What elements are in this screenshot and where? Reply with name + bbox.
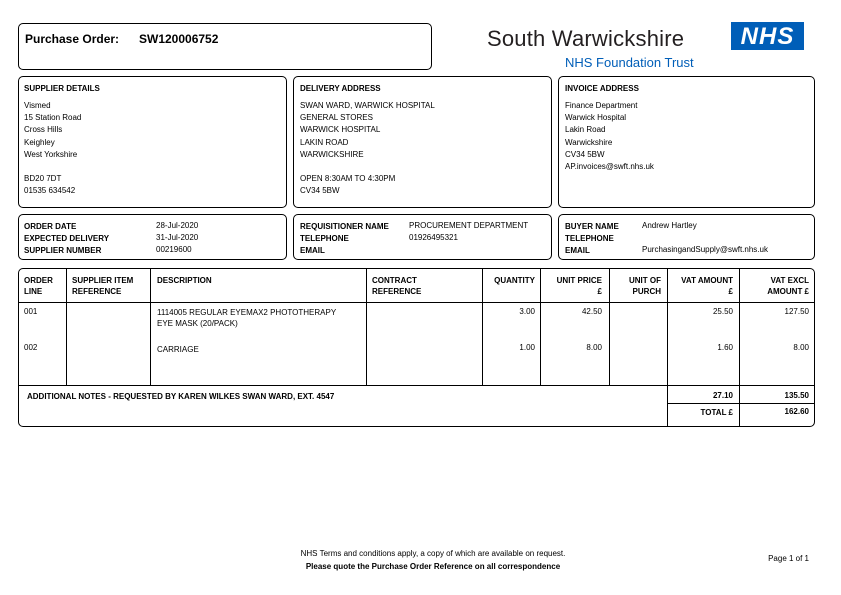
delivery-line: GENERAL STORES <box>300 113 373 123</box>
invoice-line: AP.invoices@swft.nhs.uk <box>565 162 654 172</box>
supplier-details-box <box>18 76 287 208</box>
supplier-line: Cross Hills <box>24 125 63 135</box>
delivery-heading: DELIVERY ADDRESS <box>300 84 381 93</box>
requisitioner-tel-label: TELEPHONE <box>300 234 349 243</box>
requisitioner-tel: 01926495321 <box>409 233 458 242</box>
col-supplier-ref-header: REFERENCE <box>72 287 122 296</box>
additional-notes: ADDITIONAL NOTES - REQUESTED BY KAREN WILKES SWAN WARD, EXT. 4547 <box>27 392 335 401</box>
row-description: EYE MASK (20/PACK) <box>157 319 238 328</box>
supplier-heading: SUPPLIER DETAILS <box>24 84 100 93</box>
delivery-line: WARWICK HOSPITAL <box>300 125 381 135</box>
nhs-badge-text: NHS <box>740 23 795 50</box>
total-label: TOTAL £ <box>700 408 733 417</box>
trust-name: NHS Foundation Trust <box>565 55 694 70</box>
order-date: 28-Jul-2020 <box>156 221 199 230</box>
col-contract-ref-header: CONTRACT <box>372 276 417 285</box>
requisitioner-email-label: EMAIL <box>300 246 325 255</box>
col-divider <box>540 269 541 385</box>
requisitioner-box <box>293 214 552 260</box>
grand-total-divider <box>667 403 814 404</box>
buyer-name: Andrew Hartley <box>642 221 697 230</box>
row-vat-excl: 127.50 <box>784 307 809 316</box>
invoice-line: Finance Department <box>565 101 638 110</box>
header-divider <box>19 302 814 303</box>
po-label: Purchase Order: <box>25 32 120 46</box>
delivery-address <box>300 100 435 198</box>
row-quantity: 3.00 <box>519 307 535 316</box>
col-vat-excl-header: AMOUNT £ <box>767 287 809 296</box>
buyer-name-label: BUYER NAME <box>565 222 619 231</box>
col-order-line-header: LINE <box>24 287 43 296</box>
supplier-line: Vismed <box>24 101 51 110</box>
expected-delivery-label: EXPECTED DELIVERY <box>24 234 110 243</box>
po-number: SW120006752 <box>139 32 219 46</box>
org-name: South Warwickshire <box>487 26 685 51</box>
col-quantity-header: QUANTITY <box>494 276 535 285</box>
supplier-line: Keighley <box>24 137 55 147</box>
quote-reference-text: Please quote the Purchase Order Reference on all correspondence <box>305 562 561 571</box>
invoice-line: CV34 5BW <box>565 149 605 159</box>
invoice-address <box>565 100 654 173</box>
nhs-badge <box>731 22 804 50</box>
col-description-header: DESCRIPTION <box>157 276 212 285</box>
col-divider <box>150 269 151 385</box>
buyer-box <box>558 214 815 260</box>
col-vat-excl-header: VAT EXCL <box>770 276 809 285</box>
col-contract-ref-header: REFERENCE <box>372 287 422 296</box>
row-unit-price: 8.00 <box>586 343 602 352</box>
invoice-line: Warwick Hospital <box>565 113 627 123</box>
requisitioner-name: PROCUREMENT DEPARTMENT <box>409 221 529 230</box>
col-unit-price-header: £ <box>597 287 602 296</box>
delivery-address-box <box>293 76 552 208</box>
row-description: CARRIAGE <box>157 345 199 354</box>
row-vat-amount: 25.50 <box>712 307 733 316</box>
terms-text: NHS Terms and conditions apply, a copy of which are available on request. <box>300 549 566 558</box>
row-line-number: 002 <box>24 343 38 352</box>
page-number: Page 1 of 1 <box>768 554 809 563</box>
buyer-email-label: EMAIL <box>565 246 590 255</box>
supplier-line: West Yorkshire <box>24 149 78 159</box>
row-vat-amount: 1.60 <box>717 343 733 352</box>
col-supplier-ref-header: SUPPLIER ITEM <box>72 276 134 285</box>
col-divider <box>366 269 367 385</box>
vat-excl-total: 135.50 <box>784 391 809 400</box>
delivery-line: CV34 5BW <box>300 186 340 196</box>
row-vat-excl: 8.00 <box>793 343 809 352</box>
supplier-line: BD20 7DT <box>24 174 62 184</box>
buyer-tel-label: TELEPHONE <box>565 234 614 243</box>
supplier-number: 00219600 <box>156 245 192 254</box>
invoice-line: Lakin Road <box>565 125 606 135</box>
order-lines-table <box>18 268 815 427</box>
col-divider <box>482 269 483 385</box>
delivery-line: SWAN WARD, WARWICK HOSPITAL <box>300 101 435 110</box>
supplier-line <box>24 161 81 173</box>
row-unit-price: 42.50 <box>581 307 602 316</box>
requisitioner-name-label: REQUISITIONER NAME <box>300 222 389 231</box>
col-order-line-header: ORDER <box>24 276 53 285</box>
col-vat-amount-header: VAT AMOUNT <box>681 276 733 285</box>
supplier-line: 01535 634542 <box>24 186 76 196</box>
grand-total: 162.60 <box>784 407 809 416</box>
supplier-number-label: SUPPLIER NUMBER <box>24 246 102 255</box>
invoice-heading: INVOICE ADDRESS <box>565 84 639 93</box>
col-divider <box>66 269 67 385</box>
delivery-line: WARWICKSHIRE <box>300 149 364 159</box>
row-quantity: 1.00 <box>519 343 535 352</box>
supplier-address <box>24 100 81 198</box>
row-description: 1114005 REGULAR EYEMAX2 PHOTOTHERAPY <box>157 308 337 317</box>
row-line-number: 001 <box>24 307 38 316</box>
col-unit-price-header: UNIT PRICE <box>556 276 602 285</box>
totals-divider <box>19 385 814 386</box>
order-info-box <box>18 214 287 260</box>
delivery-line <box>300 161 435 173</box>
delivery-line: LAKIN ROAD <box>300 137 349 147</box>
order-date-label: ORDER DATE <box>24 222 77 231</box>
vat-amount-total: 27.10 <box>712 391 733 400</box>
supplier-line: 15 Station Road <box>24 113 82 123</box>
buyer-email: PurchasingandSupply@swft.nhs.uk <box>642 245 768 254</box>
invoice-line: Warwickshire <box>565 137 613 147</box>
po-title-box <box>18 23 432 70</box>
delivery-line: OPEN 8:30AM TO 4:30PM <box>300 174 396 184</box>
col-divider <box>609 269 610 385</box>
col-unit-of-purch-header: UNIT OF <box>629 276 661 285</box>
col-unit-of-purch-header: PURCH <box>632 287 661 296</box>
expected-delivery: 31-Jul-2020 <box>156 233 199 242</box>
invoice-address-box <box>558 76 815 208</box>
col-vat-amount-header: £ <box>728 287 733 296</box>
